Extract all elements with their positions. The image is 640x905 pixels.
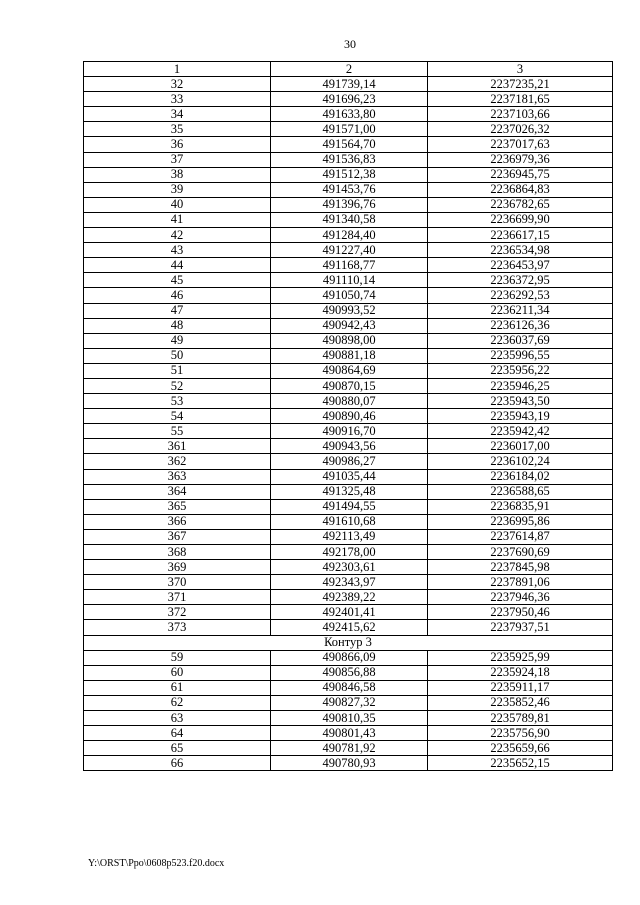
cell-y-coordinate: 2235852,46 — [428, 695, 613, 710]
cell-point-number: 50 — [84, 348, 271, 363]
cell-x-coordinate: 491494,55 — [271, 499, 428, 514]
table-row — [84, 243, 613, 258]
cell-point-number: 61 — [84, 680, 271, 695]
table-row — [84, 484, 613, 499]
cell-x-coordinate: 490827,32 — [271, 695, 428, 710]
cell-y-coordinate: 2236292,53 — [428, 288, 613, 303]
cell-x-coordinate: 492401,41 — [271, 605, 428, 620]
cell-y-coordinate: 2236102,24 — [428, 454, 613, 469]
section-title: Контур 3 — [84, 635, 613, 650]
table-row — [84, 439, 613, 454]
cell-x-coordinate: 490781,92 — [271, 741, 428, 756]
cell-point-number: 45 — [84, 273, 271, 288]
table-row — [84, 273, 613, 288]
table-row — [84, 454, 613, 469]
cell-y-coordinate: 2235789,81 — [428, 711, 613, 726]
cell-x-coordinate: 492415,62 — [271, 620, 428, 635]
cell-x-coordinate: 491050,74 — [271, 288, 428, 303]
cell-point-number: 365 — [84, 499, 271, 514]
table-row — [84, 469, 613, 484]
table-row — [84, 620, 613, 635]
table-row — [84, 303, 613, 318]
table-row — [84, 545, 613, 560]
cell-y-coordinate: 2235946,25 — [428, 378, 613, 393]
cell-y-coordinate: 2236017,00 — [428, 439, 613, 454]
cell-y-coordinate: 2235652,15 — [428, 756, 613, 771]
cell-point-number: 33 — [84, 92, 271, 107]
cell-x-coordinate: 490856,88 — [271, 665, 428, 680]
cell-point-number: 49 — [84, 333, 271, 348]
column-header-x: 2 — [271, 62, 428, 77]
cell-x-coordinate: 490801,43 — [271, 726, 428, 741]
cell-point-number: 372 — [84, 605, 271, 620]
cell-y-coordinate: 2235956,22 — [428, 363, 613, 378]
column-header-y: 3 — [428, 62, 613, 77]
cell-y-coordinate: 2235925,99 — [428, 650, 613, 665]
cell-y-coordinate: 2236945,75 — [428, 167, 613, 182]
cell-point-number: 59 — [84, 650, 271, 665]
table-row — [84, 499, 613, 514]
table-row — [84, 560, 613, 575]
table-row — [84, 394, 613, 409]
cell-point-number: 54 — [84, 409, 271, 424]
cell-y-coordinate: 2235942,42 — [428, 424, 613, 439]
cell-x-coordinate: 491739,14 — [271, 77, 428, 92]
cell-y-coordinate: 2237103,66 — [428, 107, 613, 122]
cell-x-coordinate: 492343,97 — [271, 575, 428, 590]
table-row — [84, 92, 613, 107]
cell-point-number: 371 — [84, 590, 271, 605]
cell-y-coordinate: 2237845,98 — [428, 560, 613, 575]
cell-x-coordinate: 492113,49 — [271, 529, 428, 544]
cell-y-coordinate: 2235924,18 — [428, 665, 613, 680]
cell-y-coordinate: 2237026,32 — [428, 122, 613, 137]
table-row — [84, 726, 613, 741]
cell-x-coordinate: 491168,77 — [271, 258, 428, 273]
table-row — [84, 590, 613, 605]
cell-point-number: 40 — [84, 197, 271, 212]
cell-x-coordinate: 491564,70 — [271, 137, 428, 152]
cell-point-number: 35 — [84, 122, 271, 137]
cell-x-coordinate: 491696,23 — [271, 92, 428, 107]
table-row — [84, 529, 613, 544]
cell-x-coordinate: 491035,44 — [271, 469, 428, 484]
table-row — [84, 288, 613, 303]
cell-y-coordinate: 2237235,21 — [428, 77, 613, 92]
cell-x-coordinate: 492389,22 — [271, 590, 428, 605]
table-row — [84, 228, 613, 243]
cell-x-coordinate: 490846,58 — [271, 680, 428, 695]
table-row — [84, 424, 613, 439]
cell-point-number: 370 — [84, 575, 271, 590]
cell-y-coordinate: 2235996,55 — [428, 348, 613, 363]
cell-point-number: 42 — [84, 228, 271, 243]
cell-x-coordinate: 491633,80 — [271, 107, 428, 122]
table-row — [84, 650, 613, 665]
cell-point-number: 53 — [84, 394, 271, 409]
cell-point-number: 361 — [84, 439, 271, 454]
cell-y-coordinate: 2237181,65 — [428, 92, 613, 107]
cell-x-coordinate: 490881,18 — [271, 348, 428, 363]
table-row — [84, 107, 613, 122]
cell-y-coordinate: 2235659,66 — [428, 741, 613, 756]
cell-y-coordinate: 2237891,06 — [428, 575, 613, 590]
cell-y-coordinate: 2235943,50 — [428, 394, 613, 409]
table-row — [84, 711, 613, 726]
cell-y-coordinate: 2236126,36 — [428, 318, 613, 333]
cell-x-coordinate: 490810,35 — [271, 711, 428, 726]
table-row — [84, 348, 613, 363]
table-header-row — [84, 62, 613, 77]
cell-x-coordinate: 490866,09 — [271, 650, 428, 665]
cell-x-coordinate: 490898,00 — [271, 333, 428, 348]
table-row — [84, 197, 613, 212]
cell-y-coordinate: 2237017,63 — [428, 137, 613, 152]
cell-x-coordinate: 491284,40 — [271, 228, 428, 243]
cell-y-coordinate: 2237946,36 — [428, 590, 613, 605]
cell-point-number: 34 — [84, 107, 271, 122]
cell-point-number: 373 — [84, 620, 271, 635]
table-row — [84, 152, 613, 167]
cell-point-number: 46 — [84, 288, 271, 303]
table-row — [84, 680, 613, 695]
cell-y-coordinate: 2236782,65 — [428, 197, 613, 212]
cell-point-number: 366 — [84, 514, 271, 529]
cell-point-number: 364 — [84, 484, 271, 499]
cell-x-coordinate: 492303,61 — [271, 560, 428, 575]
cell-point-number: 51 — [84, 363, 271, 378]
cell-y-coordinate: 2236037,69 — [428, 333, 613, 348]
cell-x-coordinate: 491610,68 — [271, 514, 428, 529]
cell-y-coordinate: 2236835,91 — [428, 499, 613, 514]
cell-point-number: 65 — [84, 741, 271, 756]
table-row — [84, 409, 613, 424]
cell-y-coordinate: 2236699,90 — [428, 212, 613, 227]
cell-y-coordinate: 2236995,86 — [428, 514, 613, 529]
cell-point-number: 48 — [84, 318, 271, 333]
cell-point-number: 363 — [84, 469, 271, 484]
cell-y-coordinate: 2236453,97 — [428, 258, 613, 273]
cell-point-number: 32 — [84, 77, 271, 92]
table-row — [84, 575, 613, 590]
cell-y-coordinate: 2236617,15 — [428, 228, 613, 243]
coordinates-table-body — [84, 62, 613, 771]
cell-point-number: 39 — [84, 182, 271, 197]
cell-x-coordinate: 491325,48 — [271, 484, 428, 499]
cell-y-coordinate: 2236372,95 — [428, 273, 613, 288]
cell-y-coordinate: 2236534,98 — [428, 243, 613, 258]
cell-point-number: 55 — [84, 424, 271, 439]
cell-x-coordinate: 490942,43 — [271, 318, 428, 333]
table-row — [84, 137, 613, 152]
cell-y-coordinate: 2236184,02 — [428, 469, 613, 484]
column-header-point-number: 1 — [84, 62, 271, 77]
table-row — [84, 741, 613, 756]
table-row — [84, 363, 613, 378]
table-row — [84, 182, 613, 197]
cell-point-number: 62 — [84, 695, 271, 710]
table-row — [84, 212, 613, 227]
table-row — [84, 318, 613, 333]
cell-point-number: 63 — [84, 711, 271, 726]
cell-y-coordinate: 2237690,69 — [428, 545, 613, 560]
cell-x-coordinate: 491340,58 — [271, 212, 428, 227]
cell-x-coordinate: 490993,52 — [271, 303, 428, 318]
cell-y-coordinate: 2235911,17 — [428, 680, 613, 695]
table-row — [84, 167, 613, 182]
cell-x-coordinate: 491396,76 — [271, 197, 428, 212]
cell-point-number: 44 — [84, 258, 271, 273]
cell-x-coordinate: 492178,00 — [271, 545, 428, 560]
table-row — [84, 333, 613, 348]
cell-y-coordinate: 2237950,46 — [428, 605, 613, 620]
cell-point-number: 64 — [84, 726, 271, 741]
cell-x-coordinate: 490864,69 — [271, 363, 428, 378]
cell-x-coordinate: 490890,46 — [271, 409, 428, 424]
cell-y-coordinate: 2236979,36 — [428, 152, 613, 167]
cell-point-number: 36 — [84, 137, 271, 152]
cell-point-number: 43 — [84, 243, 271, 258]
cell-x-coordinate: 490943,56 — [271, 439, 428, 454]
cell-x-coordinate: 491227,40 — [271, 243, 428, 258]
cell-point-number: 60 — [84, 665, 271, 680]
cell-point-number: 52 — [84, 378, 271, 393]
cell-x-coordinate: 491110,14 — [271, 273, 428, 288]
cell-y-coordinate: 2237614,87 — [428, 529, 613, 544]
cell-y-coordinate: 2237937,51 — [428, 620, 613, 635]
cell-point-number: 368 — [84, 545, 271, 560]
cell-point-number: 66 — [84, 756, 271, 771]
footer-file-path: Y:\ORST\Ppo\0608p523.f20.docx — [88, 858, 225, 869]
cell-x-coordinate: 490986,27 — [271, 454, 428, 469]
cell-x-coordinate: 491512,38 — [271, 167, 428, 182]
cell-y-coordinate: 2236211,34 — [428, 303, 613, 318]
cell-x-coordinate: 490916,70 — [271, 424, 428, 439]
table-row — [84, 514, 613, 529]
table-row — [84, 258, 613, 273]
cell-x-coordinate: 490880,07 — [271, 394, 428, 409]
table-row — [84, 756, 613, 771]
table-row — [84, 378, 613, 393]
coordinates-table — [83, 61, 613, 771]
cell-point-number: 362 — [84, 454, 271, 469]
cell-x-coordinate: 491536,83 — [271, 152, 428, 167]
cell-point-number: 369 — [84, 560, 271, 575]
cell-point-number: 37 — [84, 152, 271, 167]
cell-y-coordinate: 2235756,90 — [428, 726, 613, 741]
table-row — [84, 695, 613, 710]
table-row — [84, 77, 613, 92]
cell-x-coordinate: 491571,00 — [271, 122, 428, 137]
cell-point-number: 367 — [84, 529, 271, 544]
page-number: 30 — [344, 37, 356, 51]
cell-point-number: 41 — [84, 212, 271, 227]
cell-x-coordinate: 490870,15 — [271, 378, 428, 393]
table-row — [84, 122, 613, 137]
cell-point-number: 38 — [84, 167, 271, 182]
table-row — [84, 665, 613, 680]
cell-x-coordinate: 491453,76 — [271, 182, 428, 197]
cell-y-coordinate: 2235943,19 — [428, 409, 613, 424]
table-row — [84, 605, 613, 620]
section-row — [84, 635, 613, 650]
cell-point-number: 47 — [84, 303, 271, 318]
cell-y-coordinate: 2236864,83 — [428, 182, 613, 197]
cell-x-coordinate: 490780,93 — [271, 756, 428, 771]
cell-y-coordinate: 2236588,65 — [428, 484, 613, 499]
